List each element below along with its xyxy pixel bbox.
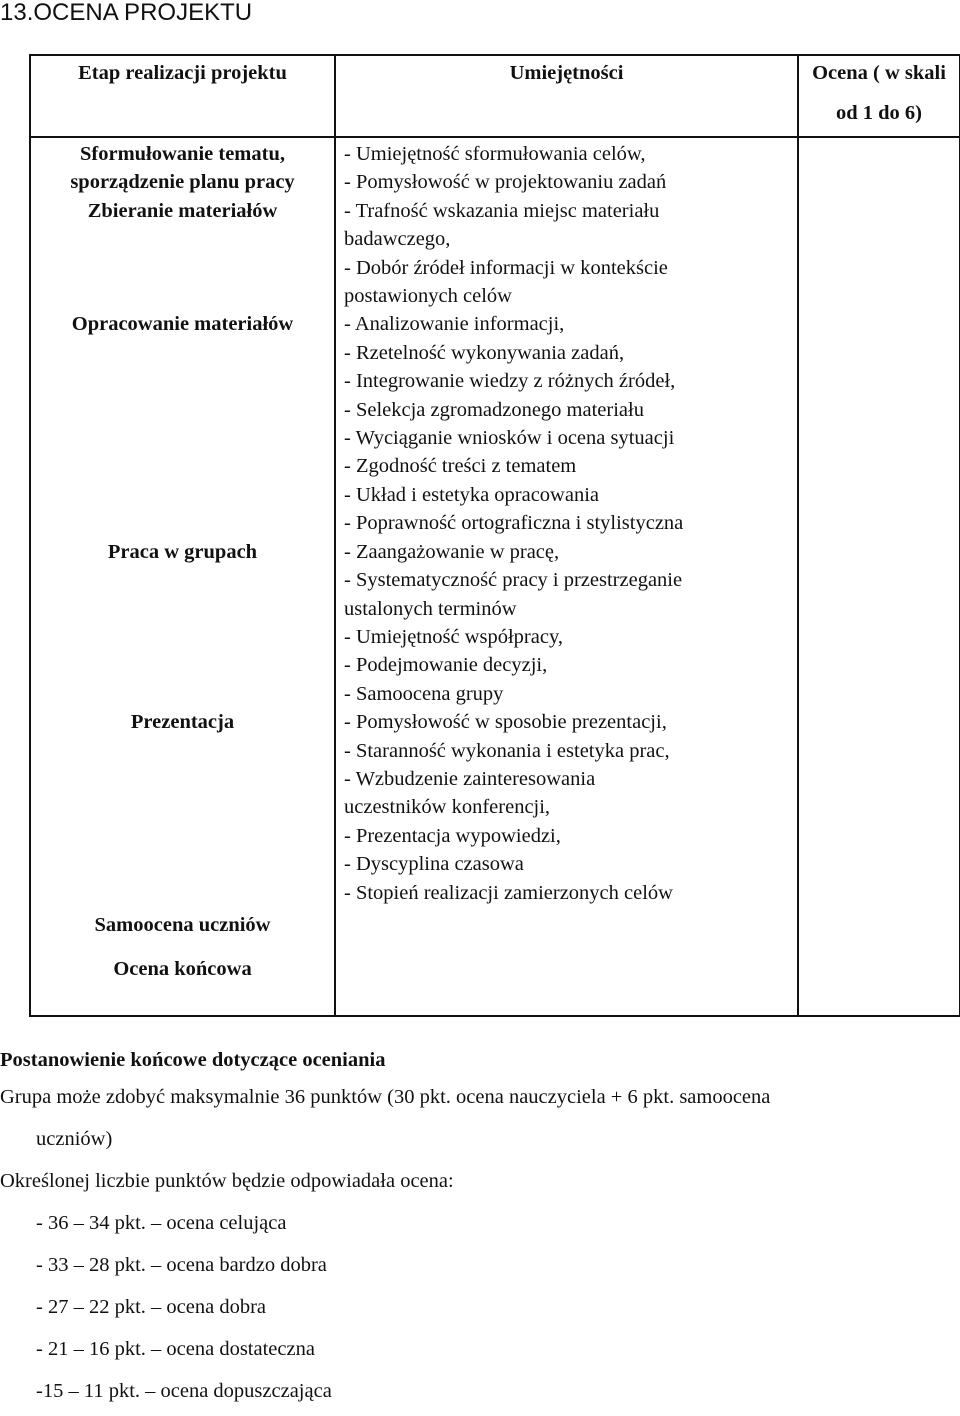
rules-line: uczniów): [36, 1128, 113, 1150]
scale-item: - 33 – 28 pkt. – ocena bardzo dobra: [36, 1254, 327, 1276]
skill-line: - Prezentacja wypowiedzi,: [344, 824, 561, 847]
skill-line: - Samoocena grupy: [344, 682, 504, 705]
stage-name: Prezentacja: [130, 711, 235, 734]
grade-cell[interactable]: [798, 137, 960, 197]
skill-line: - Umiejętność sformułowania celów,: [344, 143, 646, 165]
grade-cell[interactable]: [798, 310, 960, 537]
skill-line: - Systematyczność pracy i przestrzeganie: [344, 569, 683, 592]
skill-line: - Dobór źródeł informacji w kontekście: [344, 256, 668, 279]
final-grade-skills-cell: [335, 951, 798, 1016]
scale-item: - 27 – 22 pkt. – ocena dobra: [36, 1296, 266, 1318]
table-row: [30, 197, 960, 311]
skill-line: ustalonych terminów: [344, 597, 517, 620]
stage-name: sporządzenie planu pracy: [70, 171, 295, 194]
header-grade: [798, 55, 960, 137]
table-header-row: [30, 55, 960, 137]
grade-cell[interactable]: [798, 197, 960, 311]
stage-name: Praca w grupach: [107, 540, 258, 563]
skill-line: - Stopień realizacji zamierzonych celów: [344, 881, 673, 904]
stage-name: Zbieranie materiałów: [87, 199, 278, 222]
scale-item: - 21 – 16 pkt. – ocena dostateczna: [36, 1338, 315, 1360]
rules-line: Grupa może zdobyć maksymalnie 36 punktów (30 pkt. ocena nauczyciela + 6 pkt. samoocena: [0, 1086, 771, 1108]
skill-line: - Zgodność treści z tematem: [344, 455, 577, 478]
stage-cell: [30, 137, 335, 197]
skill-line: - Staranność wykonania i estetyka prac,: [344, 739, 670, 762]
table-row: [30, 708, 960, 907]
skill-line: - Zaangażowanie w pracę,: [344, 540, 560, 563]
rules-heading: Postanowienie końcowe dotyczące oceniania: [0, 1049, 386, 1071]
header-skills: Umiejętności: [335, 55, 798, 137]
final-grade-label-text: Ocena końcowa: [113, 957, 252, 980]
skill-line: - Układ i estetyka opracowania: [344, 483, 600, 506]
skills-cell: [335, 310, 798, 537]
stage-name: Opracowanie materiałów: [71, 313, 294, 336]
header-stage: Etap realizacji projektu: [30, 55, 335, 137]
skills-cell: [335, 708, 798, 907]
skill-line: - Selekcja zgromadzonego materiału: [344, 398, 644, 421]
stage-cell: [30, 538, 335, 708]
rules-line: Określonej liczbie punktów będzie odpowiadała ocena:: [0, 1170, 454, 1192]
stage-cell: [30, 907, 335, 951]
skills-cell: [335, 197, 798, 311]
skill-line: - Integrowanie wiedzy z różnych źródeł,: [344, 370, 676, 393]
skill-line: - Podejmowanie decyzji,: [344, 654, 548, 677]
stage-cell: [30, 310, 335, 537]
stage-cell: [30, 197, 335, 311]
table-row: [30, 137, 960, 197]
header-grade-line1: Ocena ( w skali: [812, 62, 946, 84]
skill-line: - Pomysłowość w sposobie prezentacji,: [344, 711, 667, 734]
section-title: 13.OCENA PROJEKTU: [0, 0, 253, 26]
scale-item: - 36 – 34 pkt. – ocena celująca: [36, 1212, 287, 1234]
table-row: [30, 310, 960, 537]
grade-cell[interactable]: [798, 538, 960, 708]
skill-line: - Analizowanie informacji,: [344, 313, 565, 336]
final-grade-row: [30, 951, 960, 1016]
scale-item: -15 – 11 pkt. – ocena dopuszczająca: [36, 1380, 332, 1402]
skills-cell: [335, 538, 798, 708]
skill-line: - Poprawność ortograficzna i stylistyczna: [344, 512, 684, 535]
skill-line: - Rzetelność wykonywania zadań,: [344, 341, 625, 364]
skill-line: postawionych celów: [344, 285, 512, 308]
stage-cell: [30, 708, 335, 907]
skill-line: - Umiejętność współpracy,: [344, 625, 563, 648]
assessment-table: [29, 54, 960, 1017]
table-row: [30, 538, 960, 708]
final-grade-label: [30, 951, 335, 1016]
skill-line: badawczego,: [344, 228, 451, 251]
stage-name: Samoocena uczniów: [94, 913, 271, 936]
final-rules: [0, 1046, 960, 1412]
table-row: [30, 907, 960, 951]
skill-line: uczestników konferencji,: [344, 796, 551, 819]
skill-line: - Dyscyplina czasowa: [344, 853, 524, 876]
skill-line: - Wzbudzenie zainteresowania: [344, 767, 596, 790]
grade-cell[interactable]: [798, 907, 960, 951]
skill-line: - Pomysłowość w projektowaniu zadań: [344, 171, 667, 194]
skill-line: - Wyciąganie wniosków i ocena sytuacji: [344, 427, 675, 450]
header-grade-line2: od 1 do 6): [835, 102, 922, 124]
skills-cell: [335, 137, 798, 197]
grade-cell[interactable]: [798, 708, 960, 907]
skill-line: - Trafność wskazania miejsc materiału: [344, 199, 660, 222]
final-grade-cell[interactable]: [798, 951, 960, 1016]
skills-cell: [335, 907, 798, 951]
stage-name: Sformułowanie tematu,: [80, 143, 285, 165]
